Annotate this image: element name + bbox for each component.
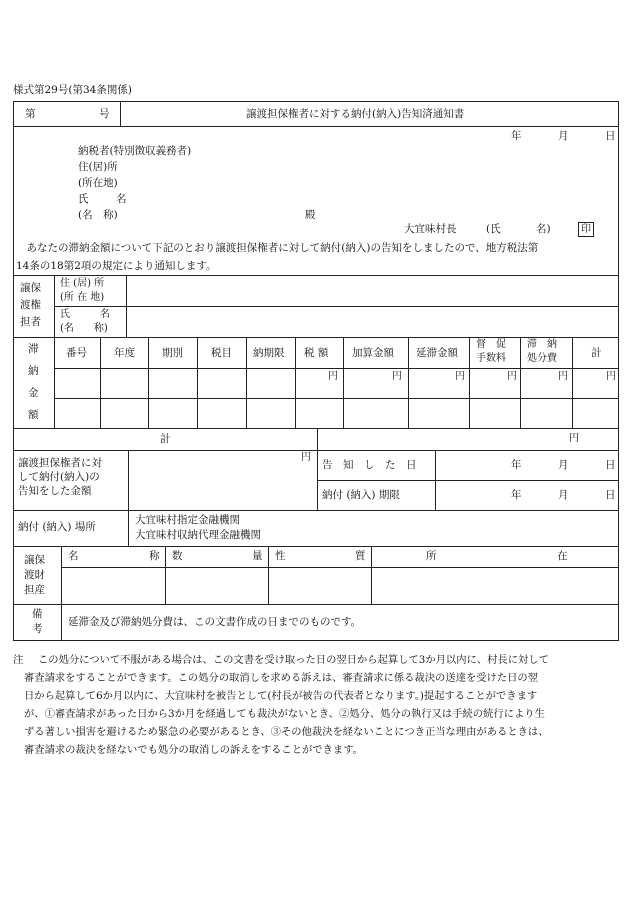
footnote-line: この処分について不服がある場合は、この文書を受け取った日の翌日から起算して3か月以内に、村長に対して	[38, 654, 549, 666]
notice-amount-yen: 円	[301, 452, 311, 463]
issuer-name: 大宜味村長	[404, 223, 457, 235]
col-location-a: 所	[426, 550, 437, 562]
col-nature-a: 性	[275, 550, 286, 562]
col-location-b: 在	[557, 550, 568, 562]
holder-side-label-1: 譲保	[20, 282, 41, 294]
col-header-tax-item: 税目	[211, 347, 232, 359]
yen-unit: 円	[455, 371, 465, 382]
footnote-mark: 注	[13, 654, 24, 666]
yen-unit: 円	[606, 371, 616, 382]
holder-name-label-1: 氏 名	[60, 309, 110, 320]
corp-name-label: (名 称)	[78, 209, 118, 221]
col-header-due-date: 納期限	[253, 347, 285, 359]
issuer-paren-open: (氏	[486, 223, 501, 235]
property-side-label-1: 譲保	[24, 554, 45, 566]
body-text-line2: 14条の18第2項の規定により通知します。	[16, 260, 217, 272]
notice-amount-label-2: して納付(納入)の	[18, 471, 100, 483]
notice-date-month: 月	[558, 459, 569, 471]
col-header-total: 計	[591, 347, 602, 359]
date-year-label: 年	[511, 130, 522, 142]
remarks-label-1: 備	[32, 608, 43, 620]
issuer-paren-close: 名)	[536, 223, 551, 235]
number-suffix: 号	[99, 108, 110, 120]
deadline-label: 納付 (納入) 期限	[322, 489, 400, 501]
notice-amount-label-3: 告知をした金額	[18, 485, 92, 497]
holder-name-label-2: (名 称)	[60, 323, 108, 334]
col-header-additional: 加算金額	[352, 347, 394, 359]
yen-unit: 円	[328, 371, 338, 382]
notice-date-year: 年	[511, 459, 522, 471]
name-label-a: 氏	[78, 193, 89, 205]
honorific: 殿	[305, 209, 316, 221]
arrears-side-label-2: 納	[28, 365, 39, 377]
holder-address-label-2: (所 在 地)	[60, 292, 105, 303]
date-day-label: 日	[605, 130, 616, 142]
address-label: 住(居)所	[78, 161, 118, 173]
form-title: 譲渡担保権者に対する納付(納入)告知済通知書	[246, 108, 465, 120]
body-text-line1: あなたの滞納金額について下記のとおり譲渡担保権者に対して納付(納入)の告知をしましたので、地方税法第	[16, 242, 539, 254]
date-month-label: 月	[558, 130, 569, 142]
deadline-day: 日	[605, 489, 616, 501]
holder-address-label-1: 住 (居) 所	[60, 278, 105, 289]
col-header-reminder-2: 手数料	[476, 353, 506, 364]
location-label: (所在地)	[78, 177, 118, 189]
name-label-b: 名	[116, 193, 127, 205]
remarks-label-2: 考	[32, 623, 43, 635]
notice-date-label: 告 知 し た 日	[322, 459, 417, 471]
col-name-b: 称	[149, 550, 160, 562]
place-line-2: 大宜味村収納代理金融機関	[135, 529, 261, 541]
col-name-a: 名	[68, 550, 79, 562]
holder-side-label-2: 渡権	[20, 299, 41, 311]
col-header-number: 番号	[66, 347, 87, 359]
footnote-line: 審査請求の裁決を経ないでも処分の取消しの訴えをすることができます。	[24, 744, 363, 756]
col-header-disposal-1: 滞 納	[527, 339, 557, 350]
col-qty-b: 量	[252, 550, 263, 562]
property-side-label-3: 担産	[24, 584, 45, 596]
col-nature-b: 質	[355, 550, 366, 562]
footnote-line: が、①審査請求があった日から3か月を経過しても裁決がないとき、②処分、処分の執行又は手続の続行により生	[24, 708, 545, 720]
col-header-reminder-1: 督 促	[476, 339, 506, 350]
yen-unit: 円	[507, 371, 517, 382]
col-header-period: 期別	[162, 347, 183, 359]
col-qty-a: 数	[172, 550, 183, 562]
deadline-month: 月	[558, 489, 569, 501]
remarks-text: 延滞金及び滞納処分費は、この文書作成の日までのものです。	[68, 616, 362, 628]
yen-unit: 円	[392, 371, 402, 382]
arrears-side-label-1: 滞	[28, 343, 39, 355]
arrears-side-label-3: 金	[28, 387, 39, 399]
taxpayer-label: 納税者(特別徴収義務者)	[78, 145, 192, 157]
footnote-line: 日から起算して6か月以内に、大宜味村を被告として(村長が被告の代表者となります。)提起することができます	[24, 690, 538, 702]
arrears-side-label-4: 額	[28, 409, 39, 421]
place-line-1: 大宜味村指定金融機関	[135, 514, 240, 526]
col-header-tax-amount: 税 額	[304, 347, 329, 359]
property-side-label-2: 渡財	[24, 569, 45, 581]
col-header-delinquency: 延滞金額	[416, 347, 458, 359]
grand-total-label: 計	[160, 433, 171, 445]
notice-amount-label-1: 譲渡担保権者に対	[18, 457, 102, 469]
yen-unit: 円	[558, 371, 568, 382]
grand-total-yen: 円	[569, 433, 579, 444]
col-header-year: 年度	[114, 347, 135, 359]
deadline-year: 年	[511, 489, 522, 501]
place-label: 納付 (納入) 場所	[18, 521, 96, 533]
holder-side-label-3: 担者	[20, 316, 41, 328]
form-number: 様式第29号(第34条関係)	[13, 84, 132, 96]
footnote-line: ずる著しい損害を避けるため緊急の必要があるとき、③その他裁決を経ないことにつき正当な理由があるときは、	[24, 726, 549, 738]
seal-mark: 印	[578, 222, 594, 237]
number-prefix: 第	[25, 108, 36, 120]
col-header-disposal-2: 処分費	[527, 353, 557, 364]
footnote-line: 審査請求をすることができます。この処分の取消しを求める訴えは、審査請求に係る裁決の送達を受けた日の翌	[24, 672, 539, 684]
notice-date-day: 日	[605, 459, 616, 471]
